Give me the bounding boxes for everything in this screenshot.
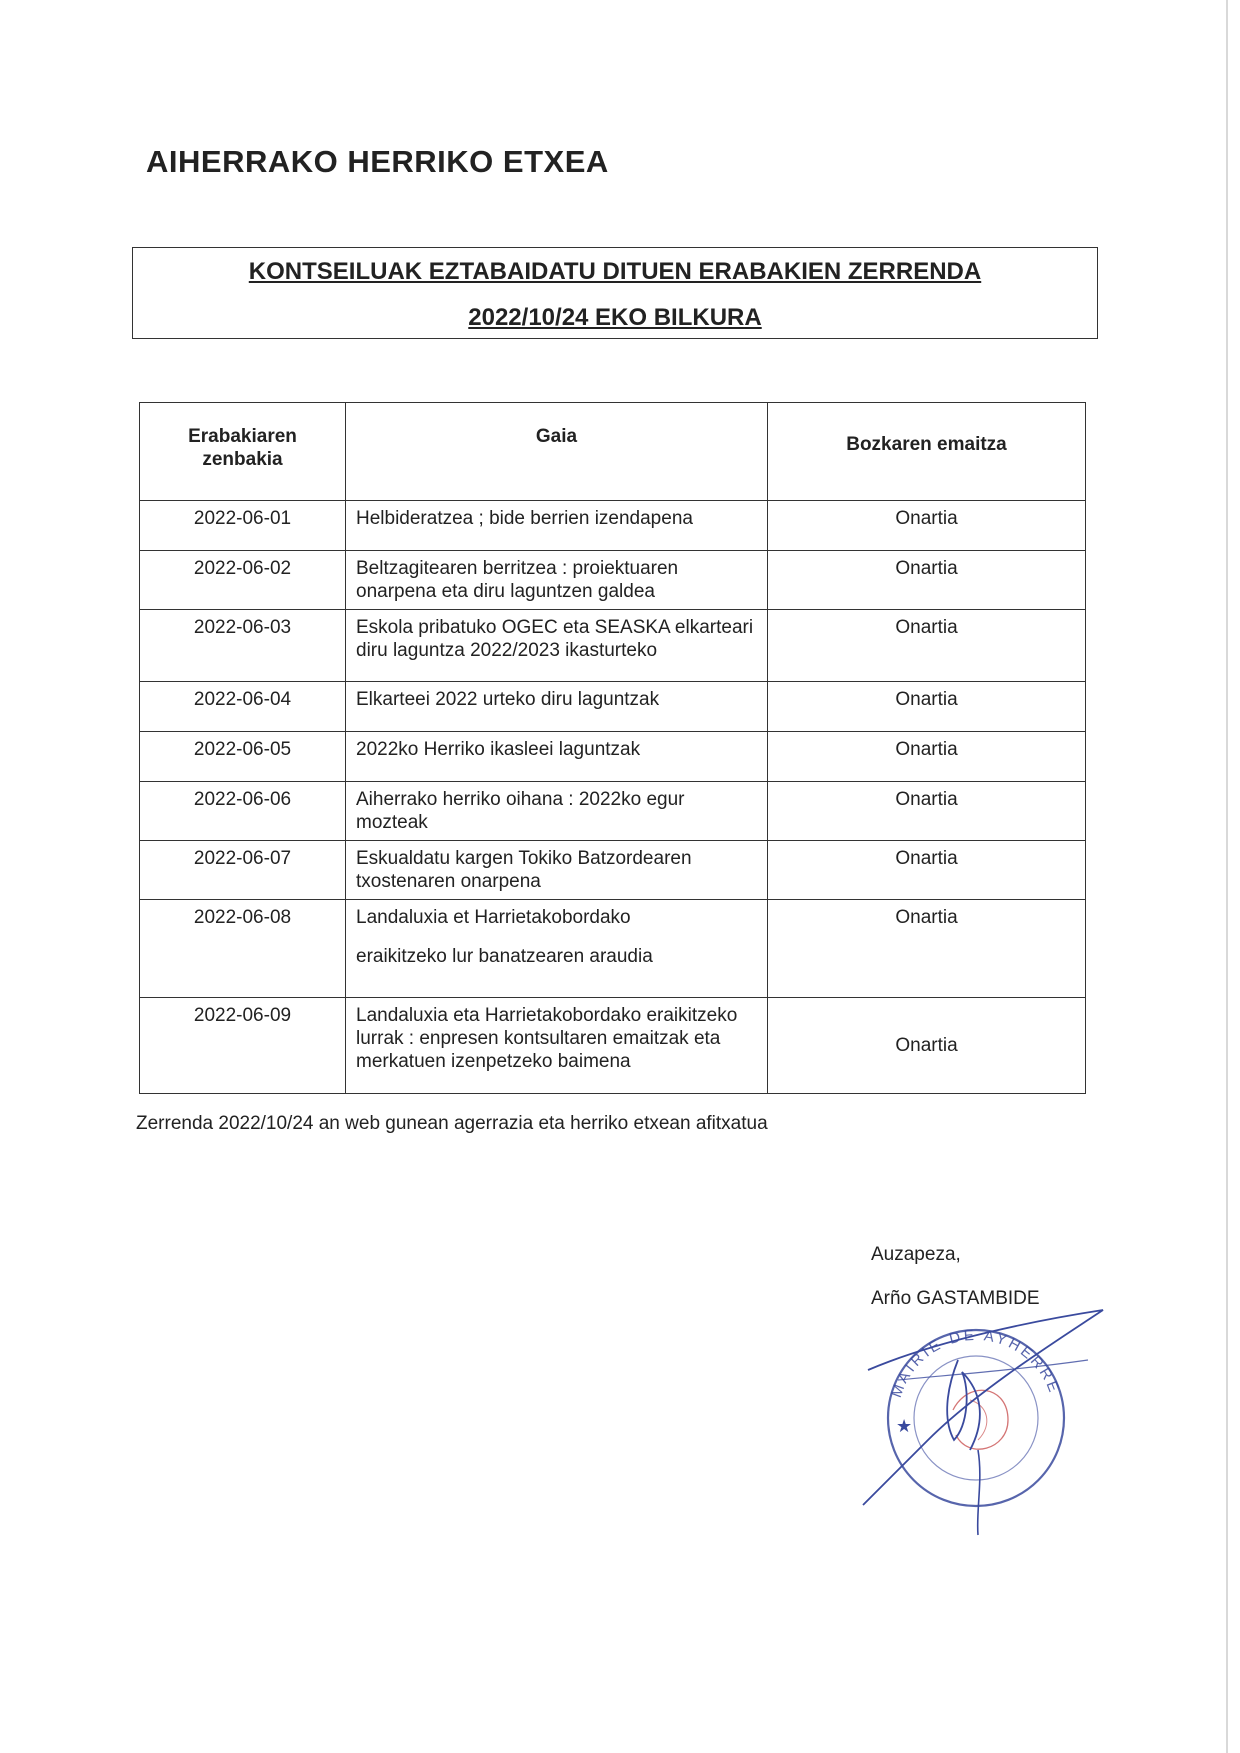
vote-result: Onartia (768, 501, 1086, 551)
decision-number: 2022-06-05 (140, 732, 346, 782)
table-row (140, 841, 1086, 900)
header-vote-result: Bozkaren emaitza (768, 403, 1086, 501)
organization-title: AIHERRAKO HERRIKO ETXEA (146, 144, 609, 179)
table-row (140, 998, 1086, 1094)
decision-subject-line2: eraikitzeko lur banatzearen araudia (356, 946, 653, 967)
page-edge-line (1226, 0, 1228, 1753)
decision-subject: Eskualdatu kargen Tokiko Batzordearen txostenaren onarpena (346, 841, 768, 900)
table-header-row (140, 403, 1086, 501)
decision-number: 2022-06-02 (140, 551, 346, 610)
table-row (140, 782, 1086, 841)
decision-subject: Aiherrako herriko oihana : 2022ko egur mozteak (346, 782, 768, 841)
table-row (140, 551, 1086, 610)
vote-result: Onartia (768, 841, 1086, 900)
vote-result: Onartia (768, 998, 1086, 1094)
table-row (140, 610, 1086, 682)
decision-number: 2022-06-03 (140, 610, 346, 682)
vote-result: Onartia (768, 682, 1086, 732)
table-row (140, 732, 1086, 782)
document-title: KONTSEILUAK EZTABAIDATU DITUEN ERABAKIEN ZERRENDA (248, 258, 982, 285)
decisions-table (139, 402, 1086, 1094)
vote-result: Onartia (768, 782, 1086, 841)
decision-number: 2022-06-06 (140, 782, 346, 841)
document-header-box (132, 247, 1098, 339)
decision-subject: Landaluxia eta Harrietakobordako eraikitzeko lurrak : enpresen kontsultaren emaitzak eta merkatuen izenpetzeko baimena (346, 998, 768, 1094)
session-date: 2022/10/24 EKO BILKURA (468, 304, 762, 331)
decision-subject: Eskola pribatuko OGEC eta SEASKA elkarteari diru laguntza 2022/2023 ikasturteko (346, 610, 768, 682)
table-row (140, 501, 1086, 551)
signatory-name: Arño GASTAMBIDE (871, 1288, 1040, 1309)
signatory-role: Auzapeza, (871, 1244, 961, 1265)
decision-subject: Beltzagitearen berritzea : proiektuaren onarpena eta diru laguntzen galdea (346, 551, 768, 610)
decision-number: 2022-06-09 (140, 998, 346, 1094)
vote-result: Onartia (768, 551, 1086, 610)
table-row (140, 900, 1086, 998)
table-row (140, 682, 1086, 732)
decision-subject: Elkarteei 2022 urteko diru laguntzak (346, 682, 768, 732)
vote-result: Onartia (768, 900, 1086, 998)
decision-number: 2022-06-01 (140, 501, 346, 551)
star-icon: ★ (896, 1416, 913, 1436)
vote-result: Onartia (768, 610, 1086, 682)
decision-number: 2022-06-04 (140, 682, 346, 732)
vote-result: Onartia (768, 732, 1086, 782)
svg-text:MAIRIE DE AYHERRE: MAIRIE DE AYHERRE (887, 1326, 1064, 1400)
publication-note: Zerrenda 2022/10/24 an web gunean agerrazia eta herriko etxean afitxatua (136, 1113, 768, 1134)
decision-number: 2022-06-08 (140, 900, 346, 998)
town-hall-stamp-and-signature (858, 1300, 1118, 1540)
header-decision-number: Erabakiaren zenbakia (140, 403, 346, 501)
decision-subject-line1: Landaluxia et Harrietakobordako (356, 907, 631, 928)
decision-subject: 2022ko Herriko ikasleei laguntzak (346, 732, 768, 782)
decision-number: 2022-06-07 (140, 841, 346, 900)
header-subject: Gaia (346, 403, 768, 501)
decision-subject (346, 900, 768, 998)
decision-subject: Helbideratzea ; bide berrien izendapena (346, 501, 768, 551)
